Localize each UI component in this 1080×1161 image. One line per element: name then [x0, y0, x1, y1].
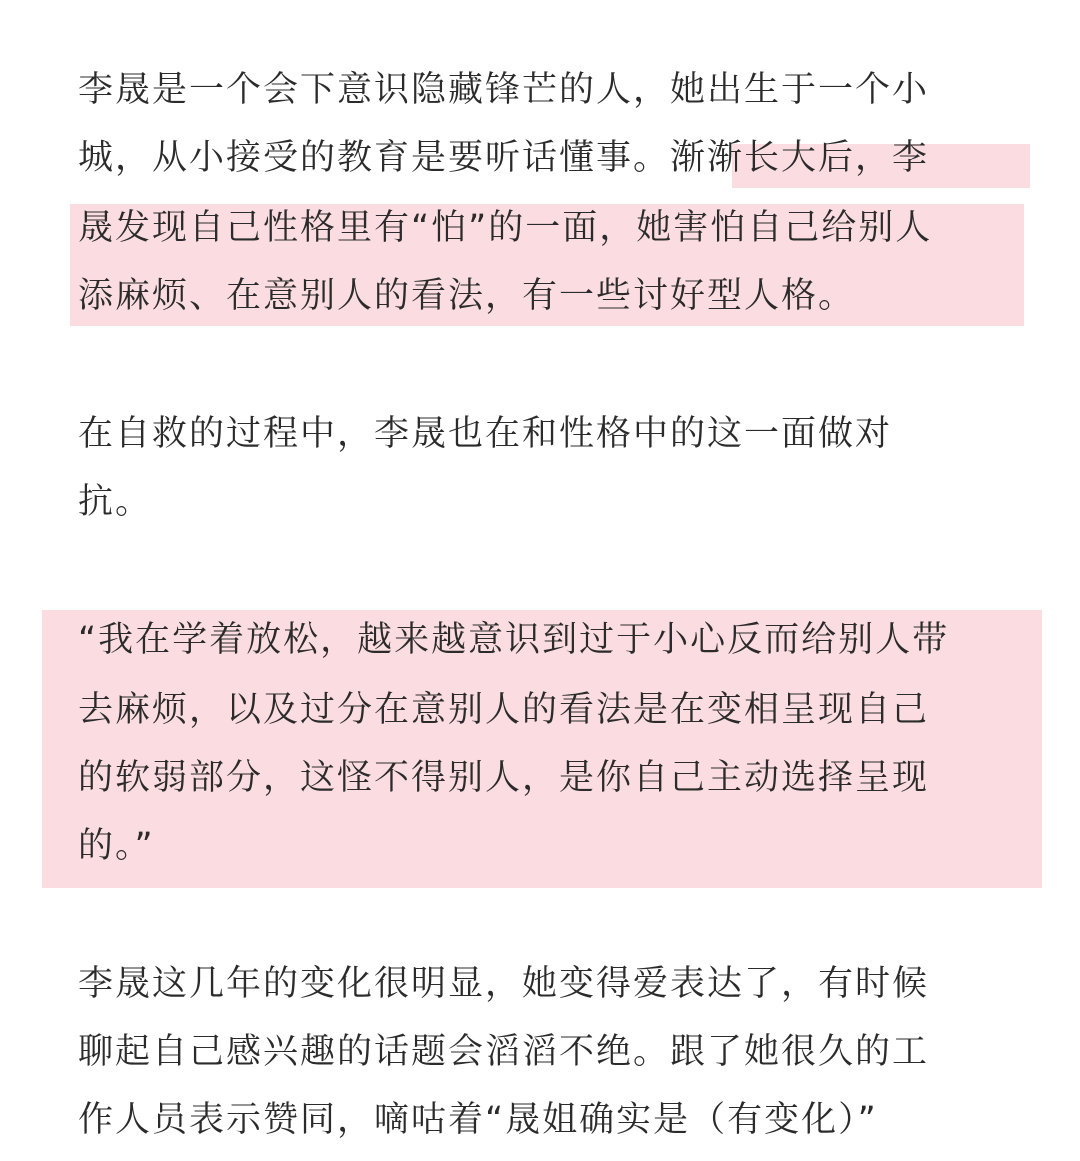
paragraph-1-line-4: 添麻烦、在意别人的看法，有一些讨好型人格。 [78, 276, 856, 316]
paragraph-1-line-3: 晟发现自己性格里有“怕”的一面，她害怕自己给别人 [78, 208, 933, 248]
quote-line-2: 去麻烦，以及过分在意别人的看法是在变相呈现自己 [78, 690, 930, 730]
paragraph-3-line-2: 聊起自己感兴趣的话题会滔滔不绝。跟了她很久的工 [78, 1032, 930, 1072]
quote-line-3: 的软弱部分，这怪不得别人，是你自己主动选择呈现 [78, 758, 930, 798]
paragraph-1-line-2: 城，从小接受的教育是要听话懂事。渐渐长大后，李 [78, 138, 930, 178]
paragraph-3-line-3: 作人员表示赞同，嘀咕着“晟姐确实是（有变化）” [78, 1100, 878, 1140]
paragraph-1-line-1: 李晟是一个会下意识隐藏锋芒的人，她出生于一个小 [78, 70, 930, 110]
paragraph-2-line-2: 抗。 [78, 482, 153, 522]
quote-line-1: “我在学着放松，越来越意识到过于小心反而给别人带 [78, 620, 950, 660]
paragraph-3-line-1: 李晟这几年的变化很明显，她变得爱表达了，有时候 [78, 964, 930, 1004]
paragraph-2-line-1: 在自救的过程中，李晟也在和性格中的这一面做对 [78, 414, 893, 454]
quote-line-4: 的。” [78, 826, 155, 866]
